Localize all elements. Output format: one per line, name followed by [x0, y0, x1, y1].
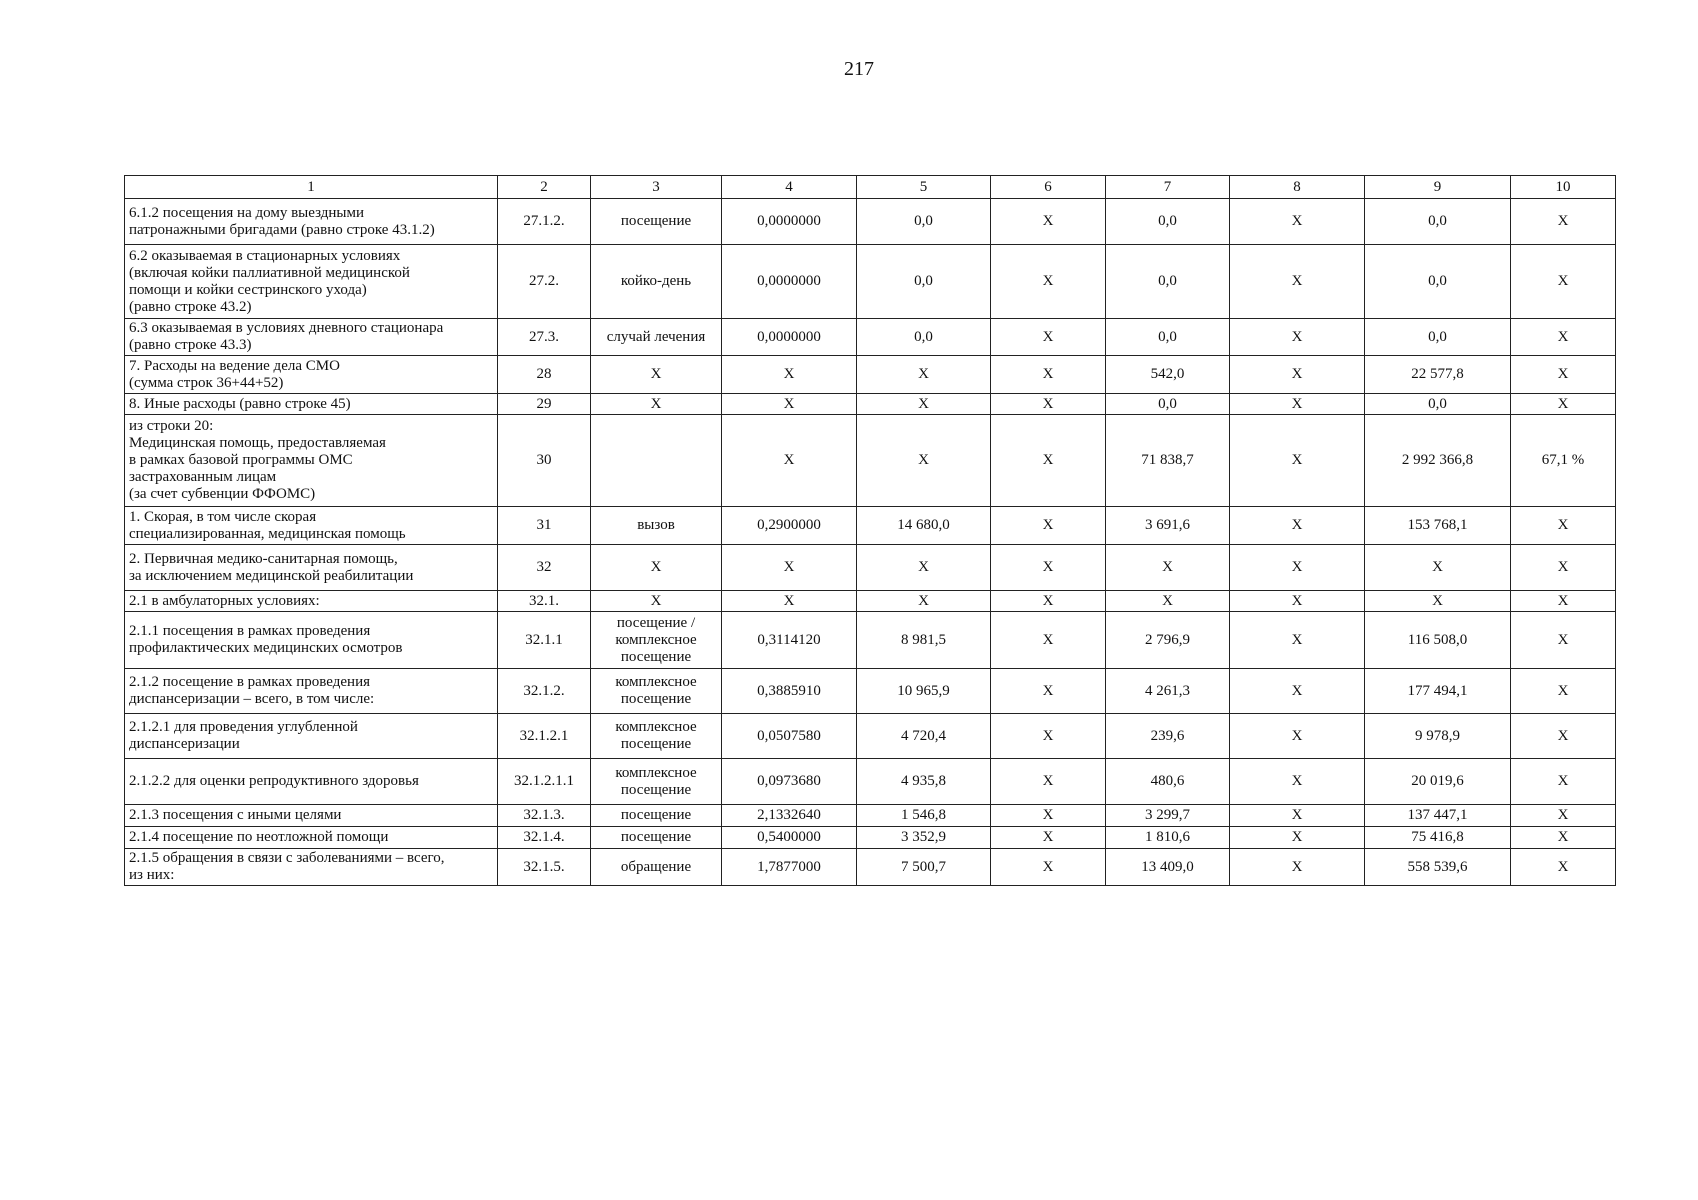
column-header: 7 — [1106, 176, 1230, 199]
table-cell: 27.1.2. — [498, 199, 591, 245]
report-table — [124, 175, 1616, 886]
table-cell: X — [1511, 805, 1616, 827]
table-cell: X — [857, 415, 991, 507]
row-name-cell: 2.1.5 обращения в связи с заболеваниями – всего, из них: — [125, 849, 498, 886]
row-name-cell: из строки 20: Медицинская помощь, предоставляемая в рамках базовой программы ОМС застрахованным лицам (за счет субвенции ФФОМС) — [125, 415, 498, 507]
column-header: 4 — [722, 176, 857, 199]
table-cell: 0,0 — [1106, 245, 1230, 319]
table-cell: X — [1365, 545, 1511, 591]
table-cell: X — [722, 415, 857, 507]
table-cell: X — [1230, 199, 1365, 245]
table-cell: X — [991, 759, 1106, 805]
table-row — [125, 545, 1616, 591]
table-cell: 32.1.2.1 — [498, 714, 591, 759]
table-cell: X — [1230, 415, 1365, 507]
table-cell: X — [591, 356, 722, 394]
row-name-cell: 2.1.2.1 для проведения углубленной диспансеризации — [125, 714, 498, 759]
column-header: 10 — [1511, 176, 1616, 199]
table-cell: X — [1511, 319, 1616, 356]
column-header: 1 — [125, 176, 498, 199]
table-cell: койко-день — [591, 245, 722, 319]
table-cell: 2,1332640 — [722, 805, 857, 827]
table-row — [125, 759, 1616, 805]
table-row — [125, 714, 1616, 759]
table-cell: 0,0 — [1106, 319, 1230, 356]
table-cell: X — [1511, 849, 1616, 886]
table-cell: X — [857, 591, 991, 612]
column-header: 8 — [1230, 176, 1365, 199]
table-cell: 0,0 — [857, 319, 991, 356]
table-cell: 3 299,7 — [1106, 805, 1230, 827]
table-cell: X — [1511, 669, 1616, 714]
table-cell: вызов — [591, 507, 722, 545]
table-cell: X — [1230, 319, 1365, 356]
table-cell: 0,3114120 — [722, 612, 857, 669]
table-cell: X — [991, 394, 1106, 415]
table-row — [125, 669, 1616, 714]
table-cell: X — [1230, 394, 1365, 415]
table-cell: X — [1511, 507, 1616, 545]
table-cell: 0,5400000 — [722, 827, 857, 849]
table-cell: X — [991, 245, 1106, 319]
table-cell: X — [991, 415, 1106, 507]
table-cell: посещение — [591, 199, 722, 245]
table-cell: 10 965,9 — [857, 669, 991, 714]
table-cell: X — [1106, 545, 1230, 591]
table-cell: X — [1230, 827, 1365, 849]
table-cell: 3 352,9 — [857, 827, 991, 849]
table-cell: 0,0 — [1106, 394, 1230, 415]
table-cell: X — [991, 669, 1106, 714]
table-cell: X — [991, 612, 1106, 669]
table-cell: посещение — [591, 827, 722, 849]
table-cell: X — [857, 545, 991, 591]
table-cell: 0,2900000 — [722, 507, 857, 545]
header-row — [125, 176, 1616, 199]
table-cell: случай лечения — [591, 319, 722, 356]
table-cell: X — [991, 591, 1106, 612]
table-cell: 0,0 — [1365, 199, 1511, 245]
table-cell: 0,0 — [1365, 319, 1511, 356]
table-cell: X — [1511, 759, 1616, 805]
table-cell: 67,1 % — [1511, 415, 1616, 507]
table-cell: 27.3. — [498, 319, 591, 356]
table-cell: 480,6 — [1106, 759, 1230, 805]
table-cell: X — [1230, 849, 1365, 886]
table-cell — [591, 415, 722, 507]
table-row — [125, 612, 1616, 669]
table-row — [125, 199, 1616, 245]
table-cell: X — [1365, 591, 1511, 612]
table-cell: 0,0 — [857, 245, 991, 319]
table-cell: обращение — [591, 849, 722, 886]
row-name-cell: 2.1.1 посещения в рамках проведения профилактических медицинских осмотров — [125, 612, 498, 669]
table-cell: X — [991, 356, 1106, 394]
table-cell: 4 935,8 — [857, 759, 991, 805]
table-cell: X — [991, 319, 1106, 356]
table-cell: X — [591, 591, 722, 612]
table-cell: 20 019,6 — [1365, 759, 1511, 805]
table-cell: комплексное посещение — [591, 669, 722, 714]
table-cell: 32.1.3. — [498, 805, 591, 827]
table-cell: X — [1511, 612, 1616, 669]
table-cell: X — [591, 394, 722, 415]
table-cell: комплексное посещение — [591, 714, 722, 759]
table-cell: X — [1230, 356, 1365, 394]
table-cell: 8 981,5 — [857, 612, 991, 669]
table-cell: 75 416,8 — [1365, 827, 1511, 849]
table-row — [125, 827, 1616, 849]
table-cell: X — [1511, 199, 1616, 245]
table-row — [125, 245, 1616, 319]
column-header: 6 — [991, 176, 1106, 199]
table-cell: 239,6 — [1106, 714, 1230, 759]
table-cell: 542,0 — [1106, 356, 1230, 394]
table-cell: 1 546,8 — [857, 805, 991, 827]
table-cell: 0,0000000 — [722, 245, 857, 319]
row-name-cell: 8. Иные расходы (равно строке 45) — [125, 394, 498, 415]
table-cell: X — [1230, 805, 1365, 827]
table-row — [125, 507, 1616, 545]
column-header: 9 — [1365, 176, 1511, 199]
table-cell: X — [1230, 591, 1365, 612]
table-cell: X — [591, 545, 722, 591]
table-cell: 0,0000000 — [722, 319, 857, 356]
table-cell: 31 — [498, 507, 591, 545]
table-cell: комплексное посещение — [591, 759, 722, 805]
table-cell: 13 409,0 — [1106, 849, 1230, 886]
table-cell: 32.1.2.1.1 — [498, 759, 591, 805]
table-cell: X — [991, 849, 1106, 886]
table-cell: X — [1511, 714, 1616, 759]
table-cell: 32.1. — [498, 591, 591, 612]
column-header: 2 — [498, 176, 591, 199]
row-name-cell: 7. Расходы на ведение дела СМО (сумма строк 36+44+52) — [125, 356, 498, 394]
table-cell: X — [1511, 591, 1616, 612]
table-row — [125, 591, 1616, 612]
table-cell: 32.1.5. — [498, 849, 591, 886]
table-cell: 14 680,0 — [857, 507, 991, 545]
table-body — [125, 199, 1616, 886]
table-cell: X — [1106, 591, 1230, 612]
row-name-cell: 1. Скорая, в том числе скорая специализированная, медицинская помощь — [125, 507, 498, 545]
table-cell: X — [1230, 714, 1365, 759]
column-header: 3 — [591, 176, 722, 199]
table-cell: X — [1511, 356, 1616, 394]
table-cell: 558 539,6 — [1365, 849, 1511, 886]
table-cell: X — [1230, 507, 1365, 545]
table-cell: 28 — [498, 356, 591, 394]
table-cell: 0,3885910 — [722, 669, 857, 714]
table-cell: 0,0507580 — [722, 714, 857, 759]
table-cell: 1,7877000 — [722, 849, 857, 886]
table-cell: X — [1230, 612, 1365, 669]
table-cell: 32.1.4. — [498, 827, 591, 849]
table-cell: 9 978,9 — [1365, 714, 1511, 759]
row-name-cell: 2.1.3 посещения с иными целями — [125, 805, 498, 827]
table-cell: X — [991, 545, 1106, 591]
table-cell: X — [991, 507, 1106, 545]
row-name-cell: 2.1 в амбулаторных условиях: — [125, 591, 498, 612]
table-cell: X — [1230, 669, 1365, 714]
table-cell: X — [1230, 759, 1365, 805]
table-cell: X — [1230, 545, 1365, 591]
table-cell: 0,0 — [857, 199, 991, 245]
table-cell: 32.1.2. — [498, 669, 591, 714]
table-cell: 0,0973680 — [722, 759, 857, 805]
table-row — [125, 319, 1616, 356]
row-name-cell: 6.2 оказываемая в стационарных условиях (включая койки паллиативной медицинской помощи и койки сестринского ухода) (равно строке 43.2) — [125, 245, 498, 319]
table-cell: посещение — [591, 805, 722, 827]
table-row — [125, 394, 1616, 415]
table-cell: X — [991, 827, 1106, 849]
table-cell: X — [722, 356, 857, 394]
table-cell: X — [1511, 394, 1616, 415]
table-row — [125, 415, 1616, 507]
table-cell: 30 — [498, 415, 591, 507]
row-name-cell: 6.3 оказываемая в условиях дневного стационара (равно строке 43.3) — [125, 319, 498, 356]
table-cell: X — [722, 394, 857, 415]
table-cell: 22 577,8 — [1365, 356, 1511, 394]
table-cell: 27.2. — [498, 245, 591, 319]
row-name-cell: 2.1.2.2 для оценки репродуктивного здоровья — [125, 759, 498, 805]
table-cell: X — [1511, 827, 1616, 849]
table-cell: X — [1511, 545, 1616, 591]
table-cell: 7 500,7 — [857, 849, 991, 886]
table-cell: X — [991, 199, 1106, 245]
table-cell: X — [857, 394, 991, 415]
table-cell: 4 261,3 — [1106, 669, 1230, 714]
table-cell: 0,0000000 — [722, 199, 857, 245]
row-name-cell: 2.1.4 посещение по неотложной помощи — [125, 827, 498, 849]
table-row — [125, 356, 1616, 394]
row-name-cell: 2.1.2 посещение в рамках проведения диспансеризации – всего, в том числе: — [125, 669, 498, 714]
table-cell: 153 768,1 — [1365, 507, 1511, 545]
row-name-cell: 6.1.2 посещения на дому выездными патронажными бригадами (равно строке 43.1.2) — [125, 199, 498, 245]
table-row — [125, 849, 1616, 886]
table-cell: X — [722, 591, 857, 612]
table-cell: 3 691,6 — [1106, 507, 1230, 545]
table-cell: X — [722, 545, 857, 591]
table-cell: 0,0 — [1106, 199, 1230, 245]
table-row — [125, 805, 1616, 827]
column-header: 5 — [857, 176, 991, 199]
table-cell: X — [1511, 245, 1616, 319]
row-name-cell: 2. Первичная медико-санитарная помощь, за исключением медицинской реабилитации — [125, 545, 498, 591]
table-cell: 1 810,6 — [1106, 827, 1230, 849]
table-cell: X — [991, 805, 1106, 827]
table-cell: 4 720,4 — [857, 714, 991, 759]
table-cell: 0,0 — [1365, 245, 1511, 319]
table-cell: 0,0 — [1365, 394, 1511, 415]
table-cell: 29 — [498, 394, 591, 415]
table-cell: 71 838,7 — [1106, 415, 1230, 507]
table-cell: X — [1230, 245, 1365, 319]
table-cell: 2 796,9 — [1106, 612, 1230, 669]
table-cell: 32.1.1 — [498, 612, 591, 669]
table-cell: X — [857, 356, 991, 394]
table-cell: 32 — [498, 545, 591, 591]
table-cell: 2 992 366,8 — [1365, 415, 1511, 507]
table-cell: 116 508,0 — [1365, 612, 1511, 669]
page-number: 217 — [844, 58, 874, 80]
table-cell: 137 447,1 — [1365, 805, 1511, 827]
table-cell: 177 494,1 — [1365, 669, 1511, 714]
table-cell: посещение / комплексное посещение — [591, 612, 722, 669]
table-cell: X — [991, 714, 1106, 759]
